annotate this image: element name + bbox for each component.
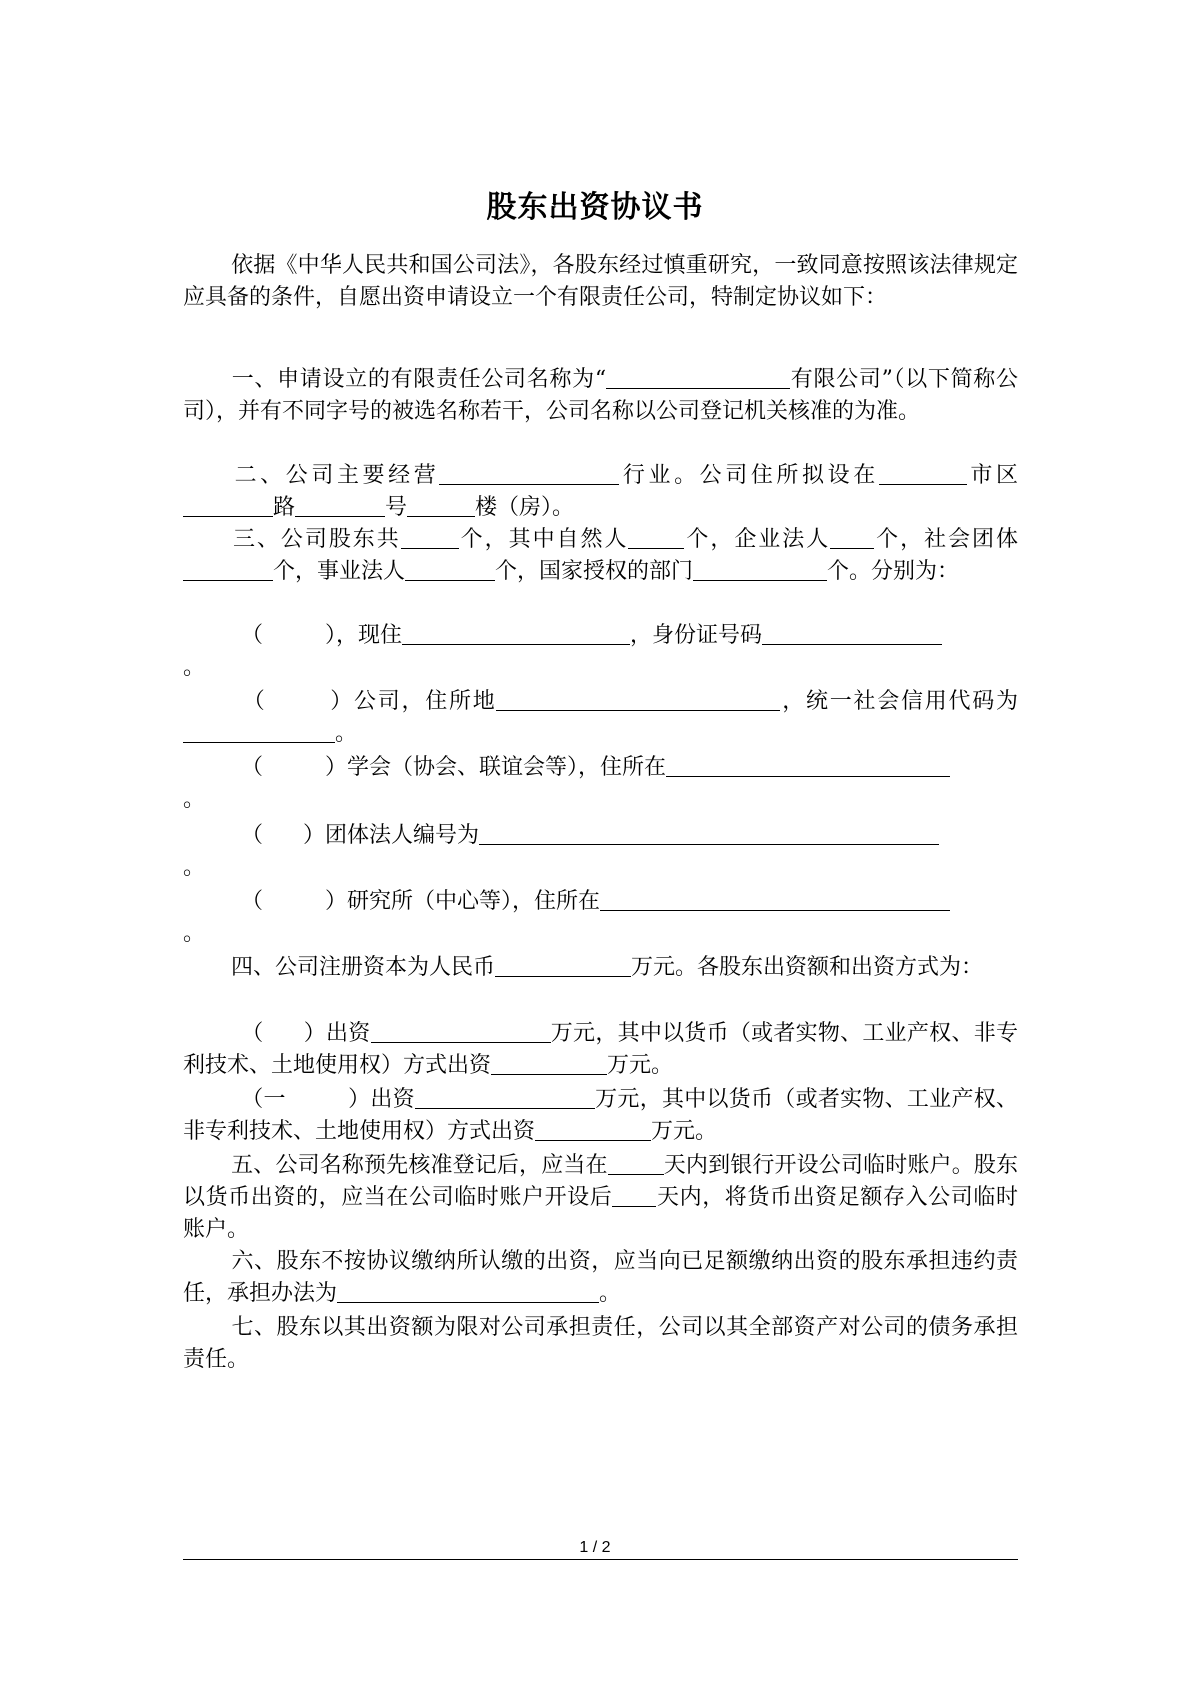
intro-text: 依据《中华人民共和国公司法》，各股东经过慎重研究，一致同意按照该法律规定应具备的条件，自愿出资申请设立一个有限责任公司，特制定协议如下：	[183, 253, 1018, 310]
clause-3-text-g: 个。分别为：	[827, 559, 960, 584]
page-number: 1 / 2	[579, 1539, 611, 1556]
s2-text-c: ，统一社会信用代码为	[780, 689, 1018, 714]
clause-4-text-b: 万元。各股东出资额和出资方式为：	[631, 955, 984, 980]
road-blank[interactable]	[295, 494, 385, 517]
paren-open: （	[241, 823, 264, 848]
clause-6-text-b: 。	[599, 1281, 622, 1306]
shareholder-company	[183, 686, 1018, 750]
s1-text-c: ，身份证号码	[630, 623, 763, 648]
association-address-blank[interactable]	[666, 754, 950, 777]
registered-capital-blank[interactable]	[495, 954, 631, 977]
s5-end: 。	[183, 921, 206, 946]
residence-blank[interactable]	[402, 622, 630, 645]
clause-2-text-c: 市区	[966, 463, 1018, 488]
s2-text-b: ）公司，住所地	[328, 689, 497, 714]
clause-4	[183, 952, 1018, 984]
s4-end: 。	[183, 855, 206, 880]
cash-amount-blank[interactable]	[535, 1118, 651, 1141]
contribution-amount-blank[interactable]	[371, 1020, 551, 1043]
clause-2-text-e: 号	[385, 495, 408, 520]
clause-2-text-b: 行业。公司住所拟设在	[619, 463, 879, 488]
natural-person-count-blank[interactable]	[628, 526, 684, 549]
intro-paragraph	[183, 250, 1018, 314]
clause-3-text-c: 个，企业法人	[684, 527, 831, 552]
paren-open: （	[241, 623, 264, 648]
clause-3	[183, 524, 1018, 588]
s1-text-b: ），现住	[325, 623, 403, 648]
clause-2-text-a: 二、公司主要经营	[231, 463, 440, 488]
footer-rule	[183, 1559, 1018, 1560]
shareholder-count-blank[interactable]	[401, 526, 459, 549]
credit-code-blank[interactable]	[183, 720, 335, 743]
clause-6	[183, 1246, 1018, 1310]
i1-end: 万元。	[607, 1053, 674, 1078]
group-number-blank[interactable]	[479, 822, 939, 845]
i1-text-b: ）出资	[303, 1021, 371, 1046]
s3-text-b: ）学会（协会、联谊会等），住所在	[325, 755, 667, 780]
clause-2-text-f: 楼（房）。	[475, 495, 575, 520]
shareholder-group-legal	[183, 820, 1018, 884]
clause-3-text-a: 三、公司股东共	[231, 527, 401, 552]
clause-3-text-f: 个，国家授权的部门	[495, 559, 694, 584]
shareholder-institute	[183, 886, 1018, 950]
clause-5-text-a: 五、公司名称预先核准登记后，应当在	[231, 1153, 608, 1178]
clause-2-text-d: 路	[273, 495, 296, 520]
clause-1-text-a: 一、申请设立的有限责任公司名称为“	[231, 367, 607, 392]
s2-end: 。	[335, 721, 358, 746]
cash-amount-blank[interactable]	[491, 1052, 607, 1075]
state-department-count-blank[interactable]	[693, 558, 827, 581]
s3-end: 。	[183, 787, 206, 812]
i2-text-b: ）出资	[347, 1087, 415, 1112]
contribution-item-2	[183, 1084, 1018, 1148]
shareholder-association	[183, 752, 1018, 816]
clause-5	[183, 1150, 1018, 1246]
paren-open: （	[241, 689, 267, 714]
contribution-amount-blank[interactable]	[415, 1086, 595, 1109]
id-number-blank[interactable]	[762, 622, 942, 645]
clause-2	[183, 460, 1018, 524]
document-title: 股东出资协议书	[486, 190, 704, 225]
days-blank-1[interactable]	[608, 1152, 664, 1175]
clause-7	[183, 1312, 1018, 1376]
shareholder-natural-person	[183, 620, 1018, 684]
institute-address-blank[interactable]	[600, 888, 950, 911]
i2-text-c: 万元，其中以货币（或者实物、工业产权、非专利技术、土地使用权）方式出资	[183, 1087, 1018, 1144]
clause-3-text-e: 个，事业法人	[273, 559, 406, 584]
clause-1	[183, 364, 1018, 428]
i1-text-c: 万元，其中以货币（或者实物、工业产权、非专利技术、土地使用权）方式出资	[183, 1021, 1018, 1078]
paren-open: （一	[241, 1087, 286, 1112]
clause-1-text-b: 有限公司”（以下简称公司），并有不同字号的被选名称若干，公司名称以公司登记机关核准的为准。	[183, 367, 1019, 424]
clause-4-text-a: 四、公司注册资本为人民币	[231, 955, 496, 980]
days-blank-2[interactable]	[612, 1184, 656, 1207]
paren-open: （	[241, 889, 264, 914]
clause-3-text-d: 个，社会团体	[874, 527, 1018, 552]
s1-end: 。	[183, 655, 206, 680]
corporate-count-blank[interactable]	[830, 526, 874, 549]
clause-5-text-c: 天内，将货币出资足额存入公司临时账户。	[183, 1185, 1018, 1242]
company-name-blank[interactable]	[606, 366, 790, 389]
company-address-blank[interactable]	[496, 688, 780, 711]
district-blank[interactable]	[183, 494, 273, 517]
paren-open: （	[241, 755, 264, 780]
city-blank[interactable]	[879, 462, 967, 485]
social-group-count-blank[interactable]	[183, 558, 273, 581]
institution-count-blank[interactable]	[405, 558, 495, 581]
business-scope-blank[interactable]	[439, 462, 619, 485]
contribution-item-1	[183, 1018, 1018, 1082]
i2-end: 万元。	[651, 1119, 718, 1144]
clause-7-text: 七、股东以其出资额为限对公司承担责任，公司以其全部资产对公司的债务承担责任。	[183, 1315, 1018, 1372]
liability-method-blank[interactable]	[337, 1280, 599, 1303]
clause-3-text-b: 个，其中自然人	[458, 527, 629, 552]
clause-5-text-b: 天内到银行开设公司临时账户。股东以货币出资的，应当在公司临时账户开设后	[183, 1153, 1018, 1210]
s5-text-b: ）研究所（中心等），住所在	[325, 889, 601, 914]
s4-text-b: ）团体法人编号为	[303, 823, 480, 848]
clause-6-text-a: 六、股东不按协议缴纳所认缴的出资，应当向已足额缴纳出资的股东承担违约责任，承担办法为	[183, 1249, 1018, 1306]
number-blank[interactable]	[407, 494, 475, 517]
paren-open: （	[241, 1021, 264, 1046]
